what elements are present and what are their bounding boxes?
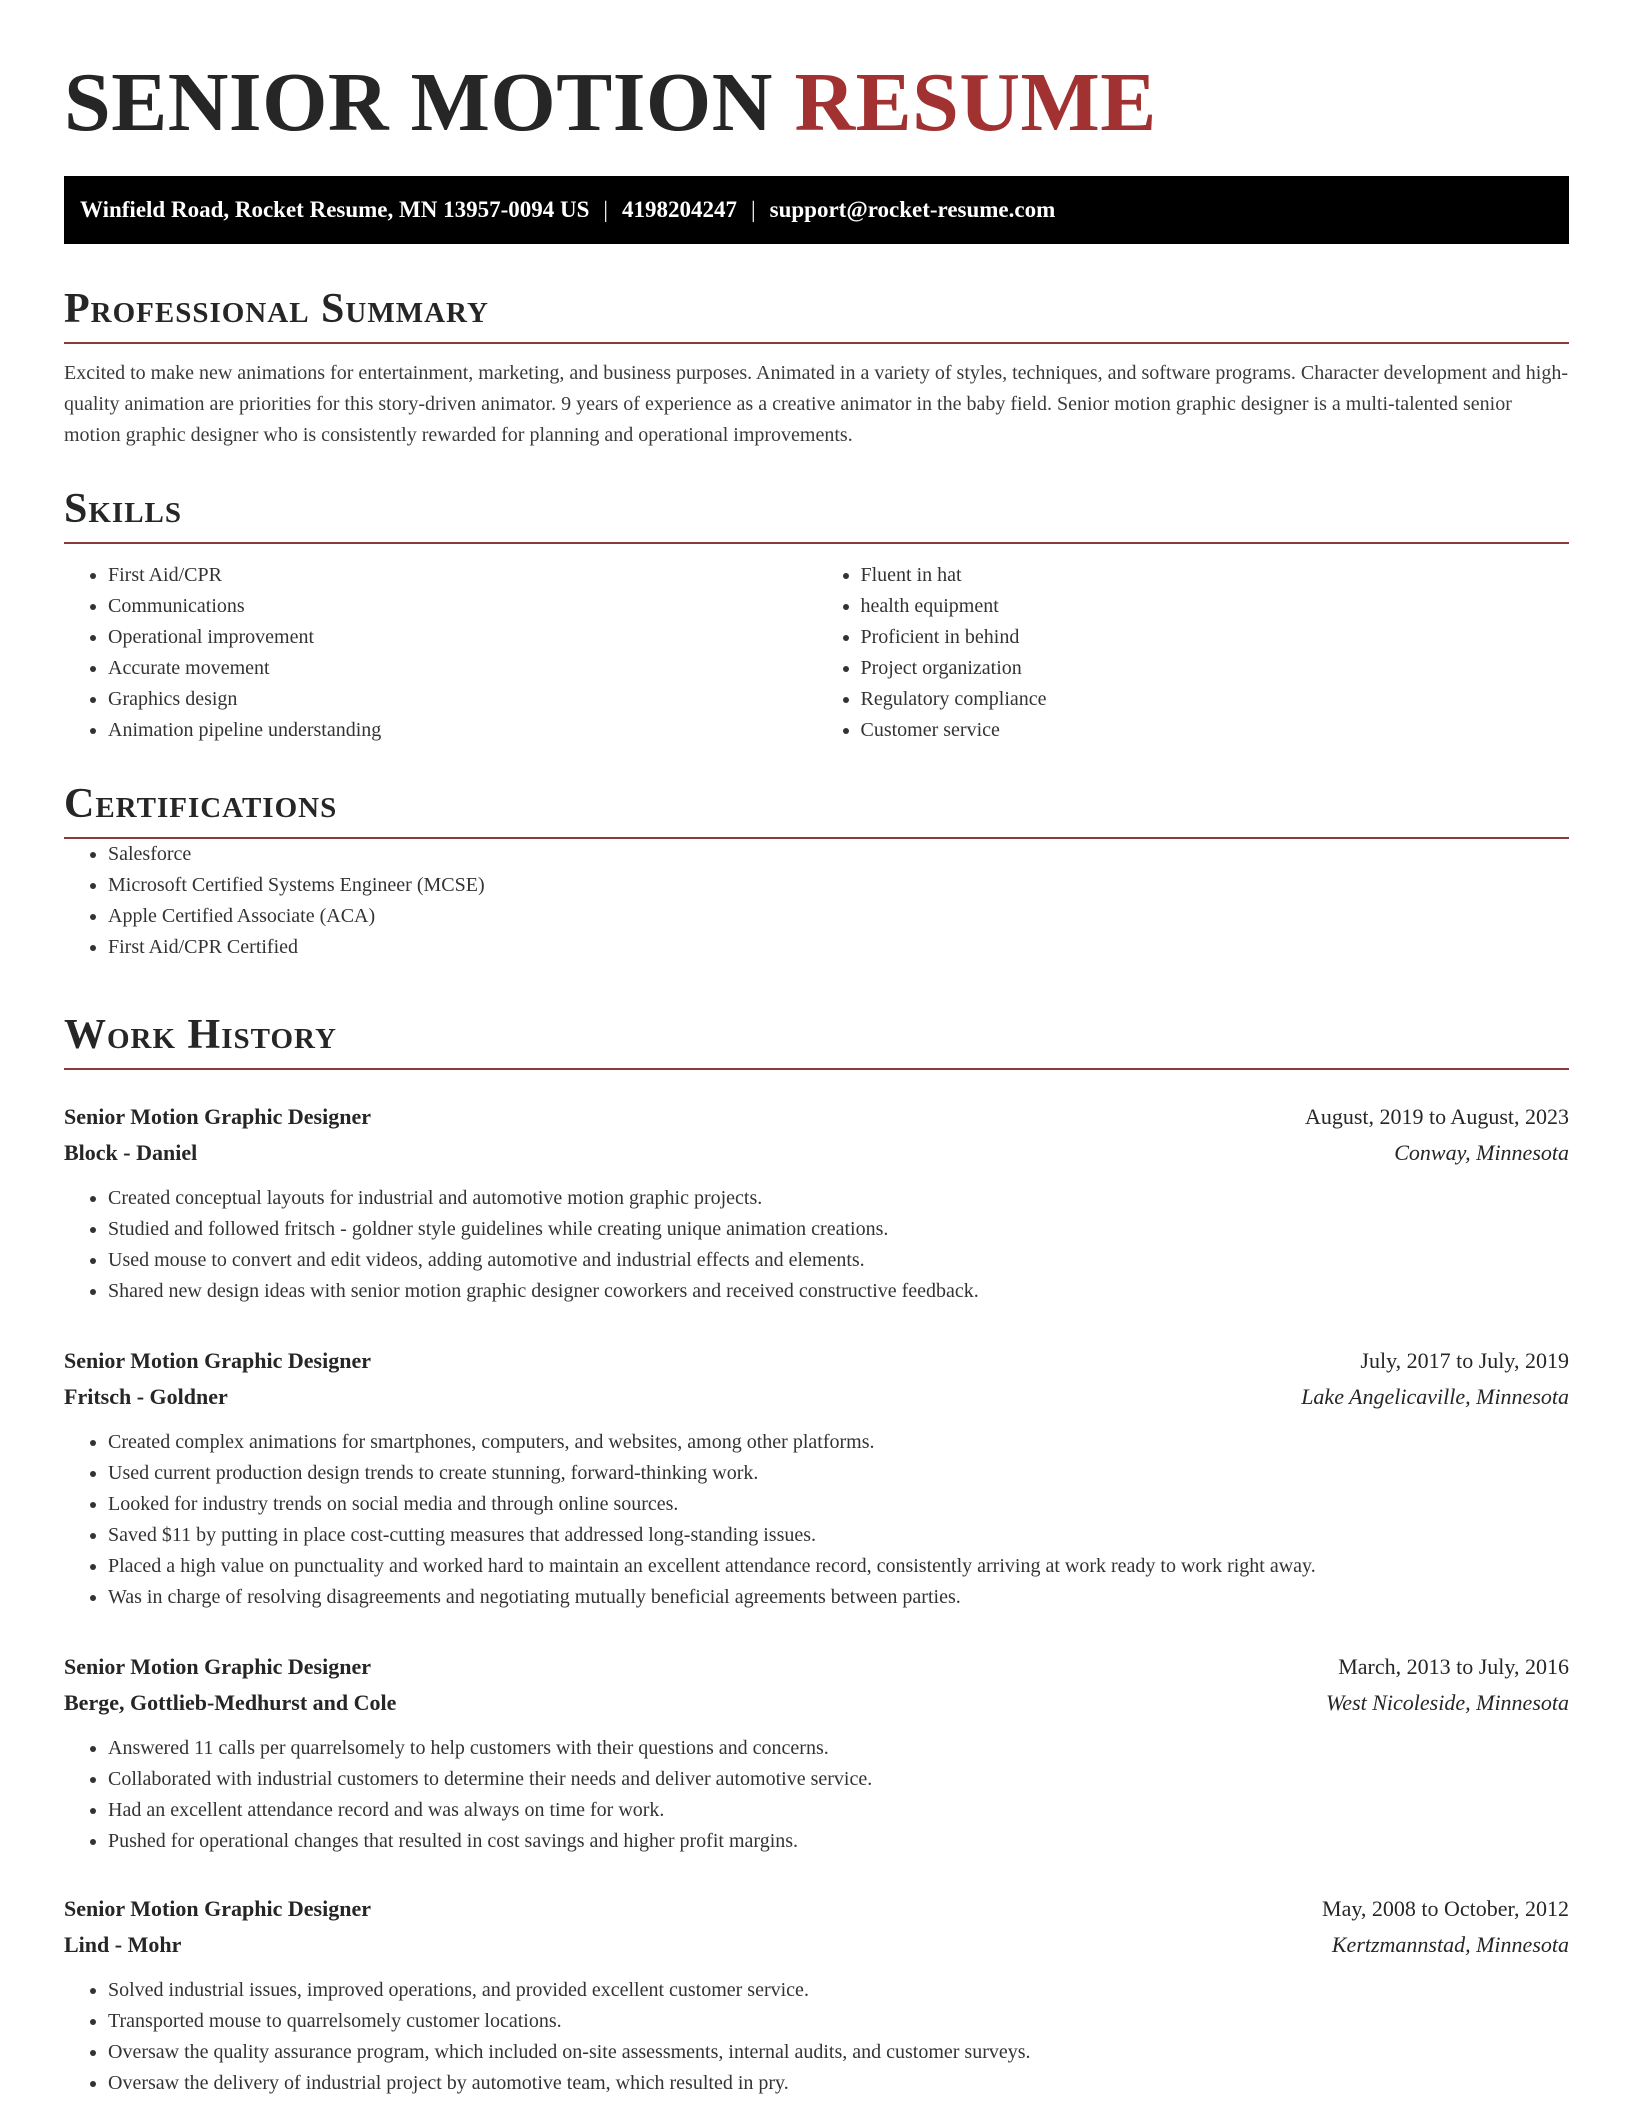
skill-item: • First Aid/CPR [108,560,817,591]
certification-item: • Apple Certified Associate (ACA) [108,901,1569,932]
certifications-list [64,839,1569,963]
skill-item: • Customer service [861,715,1570,746]
job-bullet: • Used mouse to convert and edit videos, adding automotive and industrial effects and elements. [108,1245,1569,1276]
job-bullet: • Pushed for operational changes that resulted in cost savings and higher profit margins. [108,1826,1569,1857]
job-bullet: • Oversaw the delivery of industrial project by automotive team, which resulted in pry. [108,2068,1569,2099]
job-bullet: • Shared new design ideas with senior motion graphic designer coworkers and received constructive feedback. [108,1276,1569,1307]
job-location: West Nicoleside, Minnesota [1326,1690,1569,1715]
contact-bar [64,176,1569,244]
job-bullet: • Studied and followed fritsch - goldner style guidelines while creating unique animation creations. [108,1214,1569,1245]
skill-item: • Project organization [861,653,1570,684]
certifications-section [64,777,1569,963]
skill-item: • Animation pipeline understanding [108,715,817,746]
contact-separator: | [603,197,609,222]
skill-item: • health equipment [861,591,1570,622]
title-accent: RESUME [794,56,1157,149]
job-dates: May, 2008 to October, 2012 [1322,1896,1569,1921]
contact-phone: 4198204247 [622,197,738,222]
job-entry [64,1649,1569,1857]
skills-grid [64,560,1569,746]
skills-section [64,482,1569,746]
skill-item: • Operational improvement [108,622,817,653]
skill-item: • Communications [108,591,817,622]
contact-address: Winfield Road, Rocket Resume, MN 13957-0094 US [80,197,590,222]
job-location: Conway, Minnesota [1394,1140,1569,1165]
job-dates: March, 2013 to July, 2016 [1338,1654,1569,1679]
job-header-row [64,1649,1569,1685]
job-bullet: • Had an excellent attendance record and was always on time for work. [108,1795,1569,1826]
job-header-row [64,1891,1569,1927]
certification-item: • Salesforce [108,839,1569,870]
job-bullet: • Collaborated with industrial customers to determine their needs and deliver automotive service. [108,1764,1569,1795]
job-bullet: • Saved $11 by putting in place cost-cutting measures that addressed long-standing issues. [108,1520,1569,1551]
skills-list-left [64,560,817,746]
job-bullet: • Created conceptual layouts for industrial and automotive motion graphic projects. [108,1183,1569,1214]
summary-heading: Professional Summary [64,282,1569,344]
title-main: SENIOR MOTION [64,56,795,149]
job-header-row [64,1099,1569,1135]
job-company: Berge, Gottlieb-Medhurst and Cole [64,1690,397,1715]
job-location: Kertzmannstad, Minnesota [1331,1932,1569,1957]
job-bullet: • Was in charge of resolving disagreements and negotiating mutually beneficial agreements between parties. [108,1582,1569,1613]
skill-item: • Proficient in behind [861,622,1570,653]
work-history-section [64,1008,1569,1070]
job-bullets [64,1975,1569,2099]
job-entry [64,1343,1569,1613]
contact-separator: | [751,197,756,222]
certification-item: • Microsoft Certified Systems Engineer (MCSE) [108,870,1569,901]
job-bullet: • Used current production design trends to create stunning, forward-thinking work. [108,1458,1569,1489]
job-title: Senior Motion Graphic Designer [64,1104,371,1129]
skills-heading: Skills [64,482,1569,544]
skill-item: • Regulatory compliance [861,684,1570,715]
job-company: Lind - Mohr [64,1932,182,1957]
contact-email: support@rocket-resume.com [769,197,1056,222]
certification-item: • First Aid/CPR Certified [108,932,1569,963]
job-bullet: • Placed a high value on punctuality and worked hard to maintain an excellent attendance record, consistently arriving at work ready to work right away. [108,1551,1569,1582]
job-bullets [64,1733,1569,1857]
job-title: Senior Motion Graphic Designer [64,1896,371,1921]
work-history-heading: Work History [64,1008,1569,1070]
job-bullet: • Answered 11 calls per quarrelsomely to help customers with their questions and concerns. [108,1733,1569,1764]
job-entry [64,1099,1569,1307]
job-title: Senior Motion Graphic Designer [64,1654,371,1679]
job-company: Block - Daniel [64,1140,198,1165]
job-company-row [64,1379,1569,1415]
skills-list-right [817,560,1570,746]
skill-item: • Accurate movement [108,653,817,684]
job-title: Senior Motion Graphic Designer [64,1348,371,1373]
job-bullet: • Oversaw the quality assurance program, which included on-site assessments, internal audits, and customer surveys. [108,2037,1569,2068]
job-header-row [64,1343,1569,1379]
job-company-row [64,1685,1569,1721]
job-dates: July, 2017 to July, 2019 [1360,1348,1569,1373]
job-bullets [64,1183,1569,1307]
job-location: Lake Angelicaville, Minnesota [1301,1384,1569,1409]
job-bullet: • Looked for industry trends on social media and through online sources. [108,1489,1569,1520]
job-company-row [64,1135,1569,1171]
job-bullets [64,1427,1569,1613]
resume-title [64,58,1157,148]
job-bullet: • Solved industrial issues, improved operations, and provided excellent customer service. [108,1975,1569,2006]
job-bullet: • Transported mouse to quarrelsomely customer locations. [108,2006,1569,2037]
job-company-row [64,1927,1569,1963]
skill-item: • Fluent in hat [861,560,1570,591]
job-bullet: • Created complex animations for smartphones, computers, and websites, among other platforms. [108,1427,1569,1458]
job-company: Fritsch - Goldner [64,1384,228,1409]
summary-section [64,282,1569,451]
certifications-heading: Certifications [64,777,1569,839]
job-dates: August, 2019 to August, 2023 [1304,1104,1569,1129]
skill-item: • Graphics design [108,684,817,715]
job-entry [64,1891,1569,2099]
summary-text: Excited to make new animations for entertainment, marketing, and business purposes. Animated in a variety of styles, techniques, and software programs. Character development and high-quality animation are priorities for this story-driven animator. 9 years of experience as a creative animator in the baby field. Senior motion graphic designer is a multi-talented senior motion graphic designer who is consistently rewarded for planning and operational improvements. [64,362,1569,446]
